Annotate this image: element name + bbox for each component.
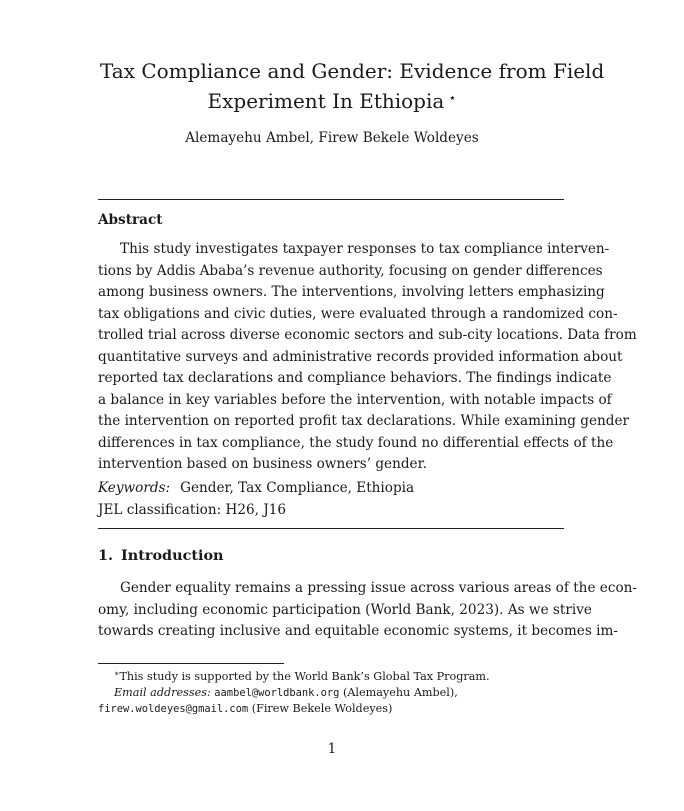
email-link-1[interactable]: aambel@worldbank.org: [214, 687, 340, 699]
section-heading-introduction: [98, 546, 224, 566]
title-footnote-mark[interactable]: ⋆: [448, 91, 457, 106]
paper-title: [100, 58, 605, 115]
footnote-rule: [98, 663, 284, 664]
email-link-2[interactable]: firew.woldeyes@gmail.com: [98, 703, 249, 715]
abstract-line: quantitative surveys and administrative records provided information about: [98, 348, 623, 365]
email-label: Email addresses:: [114, 686, 211, 699]
abstract-line: reported tax declarations and compliance behaviors. The findings indicate: [98, 370, 612, 386]
title-line-2-text: Experiment In Ethiopia: [207, 89, 445, 113]
email-2-owner: (Firew Bekele Woldeyes): [251, 702, 393, 715]
abstract-line: intervention based on business owners’ gender.: [98, 456, 427, 472]
abstract-line: among business owners. The interventions, involving letters emphasizing: [98, 284, 605, 300]
footnote-emails: [98, 685, 564, 701]
abstract-line: This study investigates taxpayer responses to tax compliance interven-: [120, 241, 610, 257]
abstract-line: trolled trial across diverse economic sectors and sub-city locations. Data from: [98, 327, 637, 343]
abstract-top-rule: [98, 199, 564, 200]
section-number: 1.: [98, 547, 114, 564]
footnote-emails-cont: [98, 701, 564, 717]
abstract-line: the intervention on reported profit tax declarations. While examining gender: [98, 413, 629, 429]
intro-line: omy, including economic participation (World Bank, 2023). As we strive: [98, 601, 592, 618]
footnote: [98, 666, 564, 717]
footnote-mark: ∗: [114, 669, 120, 678]
abstract-body: [98, 239, 637, 476]
intro-line: Gender equality remains a pressing issue across various areas of the econ-: [120, 580, 637, 596]
abstract-line: tions by Addis Ababa’s revenue authority, focusing on gender differences: [98, 262, 603, 279]
email-1-owner: (Alemayehu Ambel),: [342, 686, 458, 699]
intro-line: towards creating inclusive and equitable economic systems, it becomes im-: [98, 623, 618, 639]
page-number: 1: [327, 741, 337, 757]
abstract-bottom-rule: [98, 528, 564, 529]
keywords-value: Gender, Tax Compliance, Ethiopia: [180, 480, 415, 496]
footnote-support: [98, 666, 564, 685]
title-line-2: [100, 85, 564, 115]
introduction-body: [98, 578, 637, 643]
section-title: Introduction: [121, 547, 224, 564]
keywords-line: [98, 479, 414, 497]
keywords-label: Keywords:: [98, 480, 171, 496]
abstract-line: tax obligations and civic duties, were evaluated through a randomized con-: [98, 305, 618, 322]
abstract-heading: Abstract: [98, 212, 163, 228]
abstract-line: differences in tax compliance, the study found no differential effects of the: [98, 434, 614, 451]
abstract-line: a balance in key variables before the intervention, with notable impacts of: [98, 391, 612, 408]
footnote-support-text: This study is supported by the World Bank’s Global Tax Program.: [119, 670, 490, 683]
title-line-1: Tax Compliance and Gender: Evidence from Field: [100, 59, 605, 83]
jel-classification: JEL classification: H26, J16: [98, 502, 287, 518]
author-list: Alemayehu Ambel, Firew Bekele Woldeyes: [185, 130, 479, 146]
